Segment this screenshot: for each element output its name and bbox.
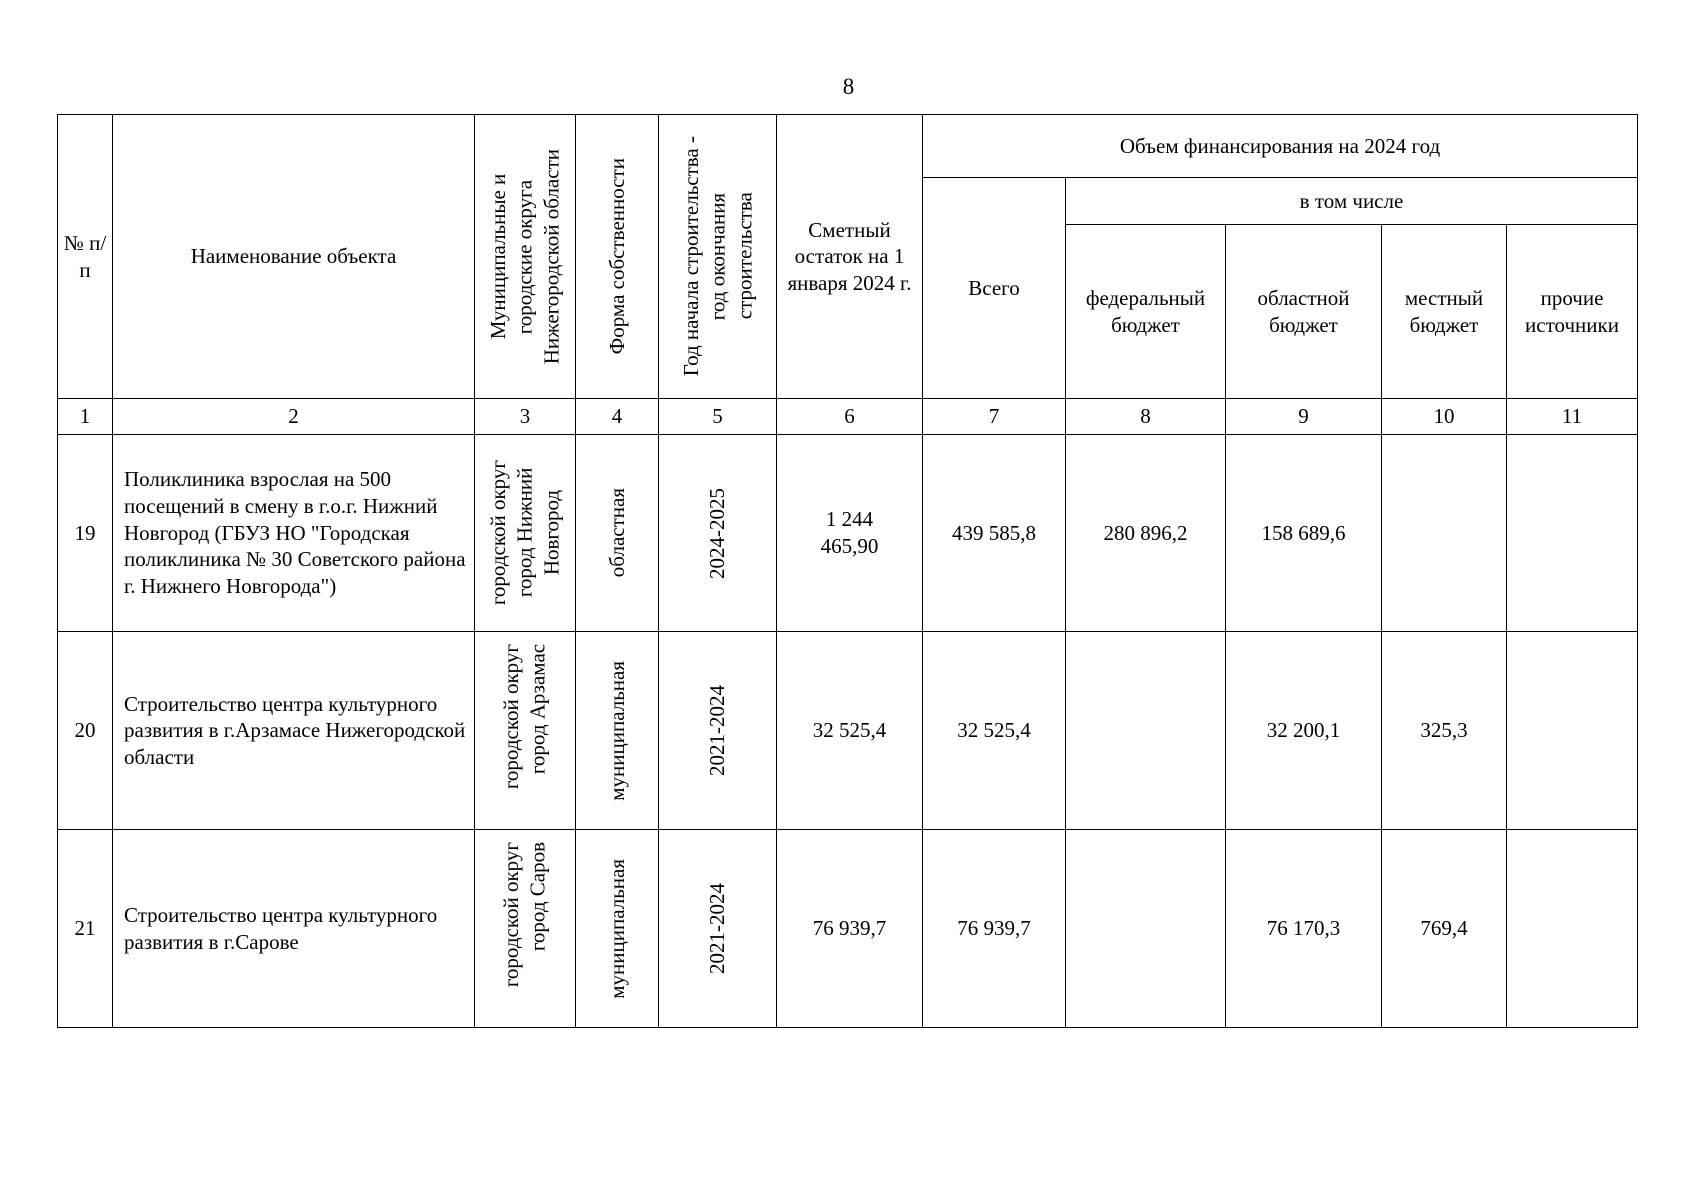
- header-municipality-line: Нижегородской области: [539, 148, 564, 365]
- ownership-text: муниципальная: [604, 858, 629, 999]
- federal-budget: [1066, 830, 1226, 1028]
- municipality-cell: [475, 830, 576, 1028]
- ownership-cell: [576, 830, 659, 1028]
- row-number: 19: [58, 435, 113, 632]
- ownership-cell: [576, 435, 659, 632]
- header-federal-budget: федеральный бюджет: [1066, 225, 1226, 399]
- municipality-cell: [475, 435, 576, 632]
- years-cell: [659, 830, 777, 1028]
- estimated-remainder: 1 244 465,90: [777, 435, 923, 632]
- municipality-cell: [475, 632, 576, 830]
- federal-budget: [1066, 632, 1226, 830]
- local-budget: 769,4: [1382, 830, 1507, 1028]
- row-number: 21: [58, 830, 113, 1028]
- table-row: [58, 632, 1638, 830]
- regional-budget: 32 200,1: [1226, 632, 1382, 830]
- column-number: 1: [58, 399, 113, 435]
- column-number: 7: [923, 399, 1066, 435]
- header-local-budget: местный бюджет: [1382, 225, 1507, 399]
- column-number: 4: [576, 399, 659, 435]
- header-regional-budget: областной бюджет: [1226, 225, 1382, 399]
- years-text: 2021-2024: [705, 685, 730, 776]
- header-municipality: [475, 115, 576, 399]
- column-number: 2: [113, 399, 475, 435]
- header-years: [659, 115, 777, 399]
- municipality-line: городской округ: [499, 644, 524, 790]
- other-sources: [1507, 632, 1638, 830]
- local-budget: 325,3: [1382, 632, 1507, 830]
- financing-total: 32 525,4: [923, 632, 1066, 830]
- header-years-line: Год начала строительства -: [678, 136, 703, 377]
- ownership-text: областная: [604, 488, 629, 578]
- financing-total: 76 939,7: [923, 830, 1066, 1028]
- table-row: [58, 830, 1638, 1028]
- ownership-cell: [576, 632, 659, 830]
- estimated-remainder: 32 525,4: [777, 632, 923, 830]
- years-cell: [659, 632, 777, 830]
- municipality-line: город Саров: [526, 842, 550, 952]
- object-name: Поликлиника взрослая на 500 посещений в смену в г.о.г. Нижний Новгород (ГБУЗ НО "Городская поликлиника № 30 Советского района г. Нижнего Новгорода"): [113, 435, 475, 632]
- header-years-line: строительства: [731, 193, 756, 321]
- object-name: Строительство центра культурного развития в г.Сарове: [113, 830, 475, 1028]
- row-number: 20: [58, 632, 113, 830]
- page-number: 8: [842, 74, 855, 99]
- municipality-line: городской округ: [486, 460, 511, 606]
- regional-budget: 158 689,6: [1226, 435, 1382, 632]
- years-cell: [659, 435, 777, 632]
- header-municipality-line: Муниципальные и: [486, 173, 511, 340]
- header-row-number: № п/п: [58, 115, 113, 399]
- header-ownership: [576, 115, 659, 399]
- column-number: 3: [475, 399, 576, 435]
- municipality-line: городской округ: [499, 842, 524, 988]
- column-number: 8: [1066, 399, 1226, 435]
- column-number: 9: [1226, 399, 1382, 435]
- header-estimated-remainder: Сметный остаток на 1 января 2024 г.: [777, 115, 923, 399]
- years-text: 2024-2025: [705, 487, 730, 579]
- table-row: [58, 435, 1638, 632]
- estimated-remainder: 76 939,7: [777, 830, 923, 1028]
- years-text: 2021-2024: [705, 883, 730, 974]
- municipality-line: город Нижний: [512, 468, 537, 598]
- column-number: 6: [777, 399, 923, 435]
- financing-table: [57, 114, 1638, 1028]
- header-including: в том числе: [1066, 178, 1638, 225]
- column-number: 5: [659, 399, 777, 435]
- column-number-row: [58, 399, 1638, 435]
- header-financing-group: Объем финансирования на 2024 год: [923, 115, 1638, 178]
- local-budget: [1382, 435, 1507, 632]
- other-sources: [1507, 830, 1638, 1028]
- header-municipality-line: городские округа: [512, 179, 537, 334]
- header-total: Всего: [923, 178, 1066, 399]
- header-ownership-text: Форма собственности: [604, 158, 629, 355]
- header-years-line: год окончания: [705, 192, 730, 321]
- other-sources: [1507, 435, 1638, 632]
- header-other-sources: прочие источники: [1507, 225, 1638, 399]
- regional-budget: 76 170,3: [1226, 830, 1382, 1028]
- object-name: Строительство центра культурного развития в г.Арзамасе Нижегородской области: [113, 632, 475, 830]
- municipality-line: город Арзамас: [526, 644, 550, 775]
- header-object-name: Наименование объекта: [113, 115, 475, 399]
- column-number: 11: [1507, 399, 1638, 435]
- column-number: 10: [1382, 399, 1507, 435]
- federal-budget: 280 896,2: [1066, 435, 1226, 632]
- ownership-text: муниципальная: [604, 660, 629, 801]
- financing-total: 439 585,8: [923, 435, 1066, 632]
- municipality-line: Новгород: [539, 490, 564, 576]
